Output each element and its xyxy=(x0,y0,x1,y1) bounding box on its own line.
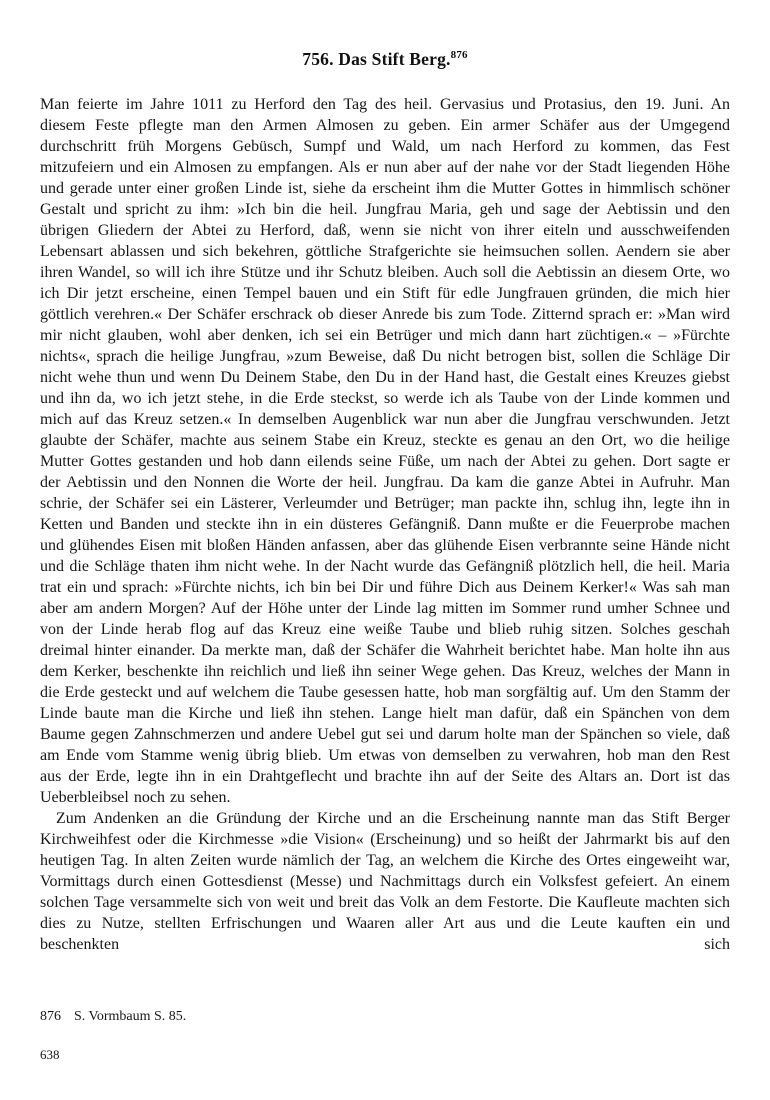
footnote-reference-superscript: 876 xyxy=(450,49,468,62)
body-text xyxy=(40,94,730,955)
chapter-title xyxy=(40,0,730,70)
paragraph-1: Man feierte im Jahre 1011 zu Herford den Tag des heil. Gervasius und Protasius, den 19. Juni. An diesem Feste pflegte man den Armen Almosen zu geben. Ein armer Schäfer aus der Umgegend durchschritt früh Morgens Gebüsch, Sumpf und Wald, um nach Herford zu kommen, das Fest mitzufeiern und ein Almosen zu empfangen. Als er nun aber auf der nahe vor der Stadt liegenden Höhe und gerade unter einer großen Linde ist, siehe da erscheint ihm die Mutter Gottes in himmlisch schöner Gestalt und spricht zu ihm: »Ich bin die heil. Jungfrau Maria, geh und sage der Aebtissin und den übrigen Gliedern der Abtei zu Herford, daß, wenn sie nicht von ihrer eiteln und ausschweifenden Lebensart ablassen und sich bekehren, göttliche Strafgerichte sie heimsuchen sollen. Aendern sie aber ihren Wandel, so will ich ihre Stütze und ihr Schutz bleiben. Auch soll die Aebtissin an diesem Orte, wo ich Dir jetzt erscheine, einen Tempel bauen und ein Stift für edle Jungfrauen gründen, die mich hier göttlich verehren.« Der Schäfer erschrack ob dieser Anrede bis zum Tode. Zitternd sprach er: »Man wird mir nicht glauben, wohl aber denken, ich sei ein Betrüger und mich dann hart züchtigen.« – »Fürchte nichts«, sprach die heilige Jungfrau, »zum Beweise, daß Du nicht betrogen bist, sollen die Schläge Dir nicht wehe thun und wenn Du Deinem Stabe, den Du in der Hand hast, die Gestalt eines Kreuzes giebst und ihn da, wo ich jetzt stehe, in die Erde steckst, so werde ich als Taube von der Linde kommen und mich auf das Kreuz setzen.« In demselben Augenblick war nun aber die Jungfrau verschwunden. Jetzt glaubte der Schäfer, machte aus seinem Stabe ein Kreuz, steckte es genau an den Ort, wo die heilige Mutter Gottes gestanden und hob dann eilends seine Füße, um nach der Abtei zu gehen. Dort sagte er der Aebtissin und den Nonnen die Worte der heil. Jungfrau. Da kam die ganze Abtei in Aufruhr. Man schrie, der Schäfer sei ein Lästerer, Verleumder und Betrüger; man packte ihn, schlug ihn, legte ihn in Ketten und Banden und steckte ihn in ein düsteres Gefängniß. Dann mußte er die Feuerprobe machen und glühendes Eisen mit bloßen Händen anfassen, aber das glühende Eisen verbrannte seine Hände nicht und die Schläge thaten ihm nicht wehe. In der Nacht wurde das Gefängniß plötzlich hell, die heil. Maria trat ein und sprach: »Fürchte nichts, ich bin bei Dir und führe Dich aus Deinem Kerker!« Was sah man aber am andern Morgen? Auf der Höhe unter der Linde lag mitten im Sommer rund umher Schnee und von der Linde herab flog auf das Kreuz eine weiße Taube und blieb ruhig sitzen. Solches geschah dreimal hinter einander. Da merkte man, daß der Schäfer die Wahrheit berichtet habe. Man holte ihn aus dem Kerker, beschenkte ihn reichlich und ließ ihn seiner Wege gehen. Das Kreuz, welches der Mann in die Erde gesteckt und auf welchem die Taube gesessen hatte, hob man sorgfältig auf. Um den Stamm der Linde baute man die Kirche und ließ ihn stehen. Lange hielt man dafür, daß ein Spänchen von dem Baume gegen Zahnschmerzen und andere Uebel gut sei und darum holte man der Spänchen so viele, daß am Ende vom Stamme wenig übrig blieb. Um etwas von demselben zu verwahren, hob man den Rest aus der Erde, legte ihn in ein Drahtgeflecht und brachte ihn auf der Seite des Altars an. Dort ist das Ueberbleibsel noch zu sehen. xyxy=(40,96,730,806)
footnote-text: S. Vormbaum S. 85. xyxy=(74,1009,187,1024)
footnote-number: 876 xyxy=(40,1009,61,1024)
text-column xyxy=(40,0,730,955)
paragraph-2: Zum Andenken an die Gründung der Kirche und an die Erscheinung nannte man das Stift Berger Kirchweihfest oder die Kirchmesse »die Vision« (Erscheinung) und so heißt der Jahrmarkt bis auf den heutigen Tag. In alten Zeiten wurde nämlich der Tag, an welchem die Kirche des Ortes eingeweiht war, Vormittags durch einen Gottesdienst (Messe) und Nachmittags durch ein Volksfest gefeiert. An einem solchen Tage versammelte sich von weit und breit das Volk an dem Festorte. Die Kaufleute machten sich dies zu Nutze, stellten Erfrischungen und Waaren aller Art aus und die Leute kauften ein und beschenkten sich xyxy=(40,810,730,953)
footnote xyxy=(40,1008,730,1026)
page-number: 638 xyxy=(40,1047,60,1062)
chapter-title-text: 756. Das Stift Berg. xyxy=(302,49,451,69)
